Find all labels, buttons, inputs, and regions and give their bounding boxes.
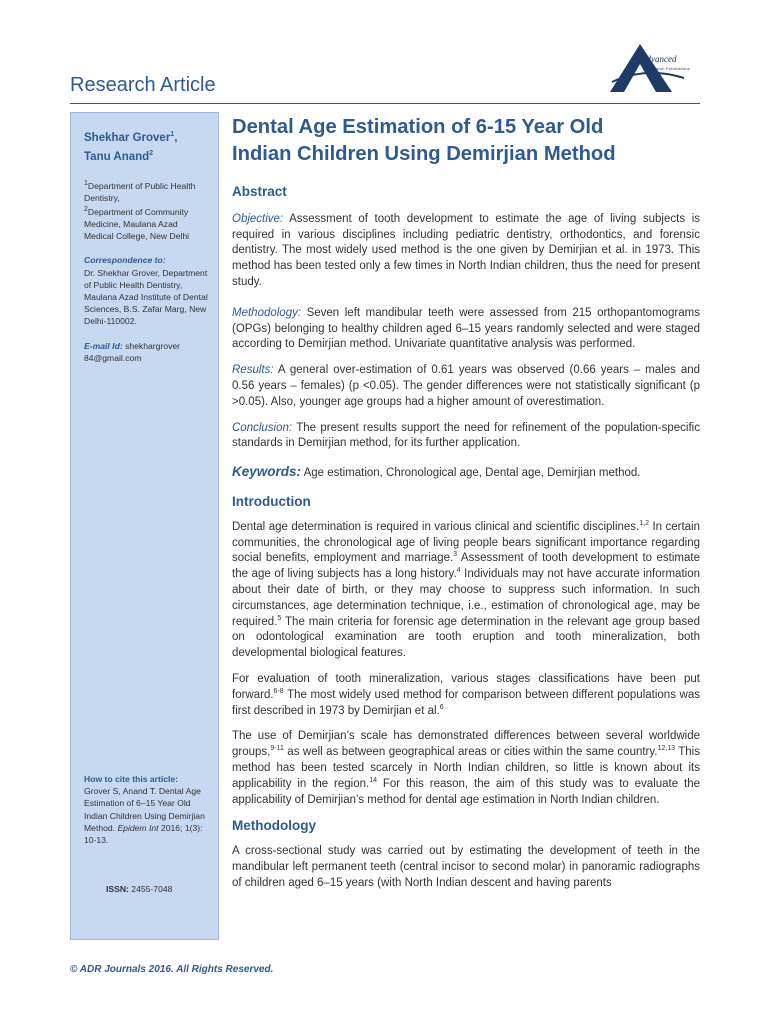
abstract-heading: Abstract (232, 184, 287, 199)
methodology-paragraph-1: A cross-sectional study was carried out by estimating the development of teeth in the mandibular left permanent teeth (central incisor to second molar) in panoramic radiographs of children aged 6–15 years (with North Indian descent and having parents (232, 845, 700, 889)
author-1-sup: 1 (170, 131, 175, 138)
introduction-heading: Introduction (232, 493, 311, 509)
correspondence-text: Dr. Shekhar Grover, Department of Public Health Dentistry, Maulana Azad Institute of Dental Sciences, B.S. Zafar Marg, New Delhi-110002. (84, 267, 208, 327)
article-main (232, 114, 700, 891)
correspondence-label: Correspondence to: (84, 255, 166, 266)
introduction-paragraph-2: For evaluation of tooth mineralization, various stages classifications have been put forward.$^{6-8}$ The most widely used method for comparison between different populations was first described in 1973 by Demirjian et al.$^6$ (232, 672, 700, 717)
email-label: E-mail Id: (84, 340, 123, 351)
keywords-label: Keywords: (232, 464, 302, 480)
affiliation-1: $^1$Department of Public Health Dentistry, (84, 179, 196, 203)
abstract-objective: Objective: Assessment of tooth development to estimate the age of living subjects is required in various disciplines including pediatric dentistry, orthodontics, and forensic dentistry. The most widely used method is the one given by Demirjian et al. in 1973. This method has been tested only a few times in North Indian children, thus the need for present study. (232, 212, 700, 288)
citation-block (84, 773, 212, 846)
affiliations (84, 178, 208, 243)
citation-label: How to cite this article: (84, 774, 179, 784)
issn: ISSN: 2455-7048 (106, 884, 173, 894)
email-block (84, 340, 208, 364)
abstract-conclusion: Conclusion: The present results support the need for refinement of the population-specific standards in Demirjian method, for its further application. (232, 421, 700, 450)
title-line-2: Indian Children Using Demirjian Method (232, 143, 616, 165)
methodology-heading: Methodology (232, 818, 316, 834)
keywords-text: Age estimation, Chronological age, Dental age, Demirjian method. (301, 467, 641, 480)
journal-logo-text: Advanced (641, 54, 677, 64)
abstract-results: Results: A general over-estimation of 0.61 years was observed (0.66 years – males and 0.56 years – females) (p <0.05). The gender differences were not statistically significant (p >0.05). Also, younger age groups had a higher amount of overestimation. (232, 364, 700, 408)
author-list (84, 127, 208, 165)
citation-journal: Epidem Int (117, 822, 159, 833)
affiliation-2: $^2$Department of Community Medicine, Maulana Azad Medical College, New Delhi (84, 205, 190, 242)
author-2-sup: 2 (149, 149, 154, 157)
citation-text: Grover S, Anand T. Dental Age Estimation of 6–15 Year Old Indian Children Using Demirjian Method. Epidem Int 2016; 1(3): 10-13. (84, 786, 205, 846)
header-rule (70, 103, 700, 104)
article-type-label: Research Article (70, 74, 216, 96)
author-separator: , (174, 131, 178, 144)
title-line-1: Dental Age Estimation of 6-15 Year Old (232, 116, 604, 138)
author-2-name: Tanu Anand (84, 150, 150, 163)
article-title (232, 114, 700, 168)
introduction-paragraph-1: Dental age determination is required in various clinical and scientific disciplines.$^{1,2}$ In certain communities, the chronological age of living people bears significant importance regarding social benefits, employment and marriage.$^3$ Assessment of tooth development to estimate the age of living subjects has a long history.$^4$ Individuals may not have accurate information about their date of birth, or they may choose to suppress such information. In such circumstances, age determination technique, i.e., estimation of chronological age, may be required.$^5$ The main criteria for forensic age determination in the relevant age group based on odontological examination are tooth eruption and tooth mineralization, both developmental biological features. (232, 519, 701, 660)
correspondence-block (84, 254, 208, 327)
introduction-paragraph-3: The use of Demirjian’s scale has demonstrated differences between several worldwide groups,$^{9-11}$ as well as between geographical areas or cities within the same country.$^{12,13}$ This method has been tested scarcely in North Indian children, so little is known about its applicability in the region.$^{14}$ For this reason, the aim of this study was to evaluate the applicability of Demirjian’s method for dental age estimation in North Indian children. (232, 730, 701, 806)
author-sidebar (70, 112, 219, 940)
email-address[interactable]: shekhargrover 84@gmail.com (84, 340, 181, 363)
abstract-methodology: Methodology: Seven left mandibular teeth were assessed from 215 orthopantomograms (OPGs) belonging to healthy children aged 6–15 years randomly selected and were staged according to Demirjian method. Univariate quantitative analysis was performed. (232, 306, 700, 351)
author-1-name: Shekhar Grover (84, 131, 171, 144)
journal-logo-subtext: Research Publications (646, 66, 690, 71)
keywords (232, 464, 700, 482)
copyright-footer: © ADR Journals 2016. All Rights Reserved. (70, 964, 274, 975)
